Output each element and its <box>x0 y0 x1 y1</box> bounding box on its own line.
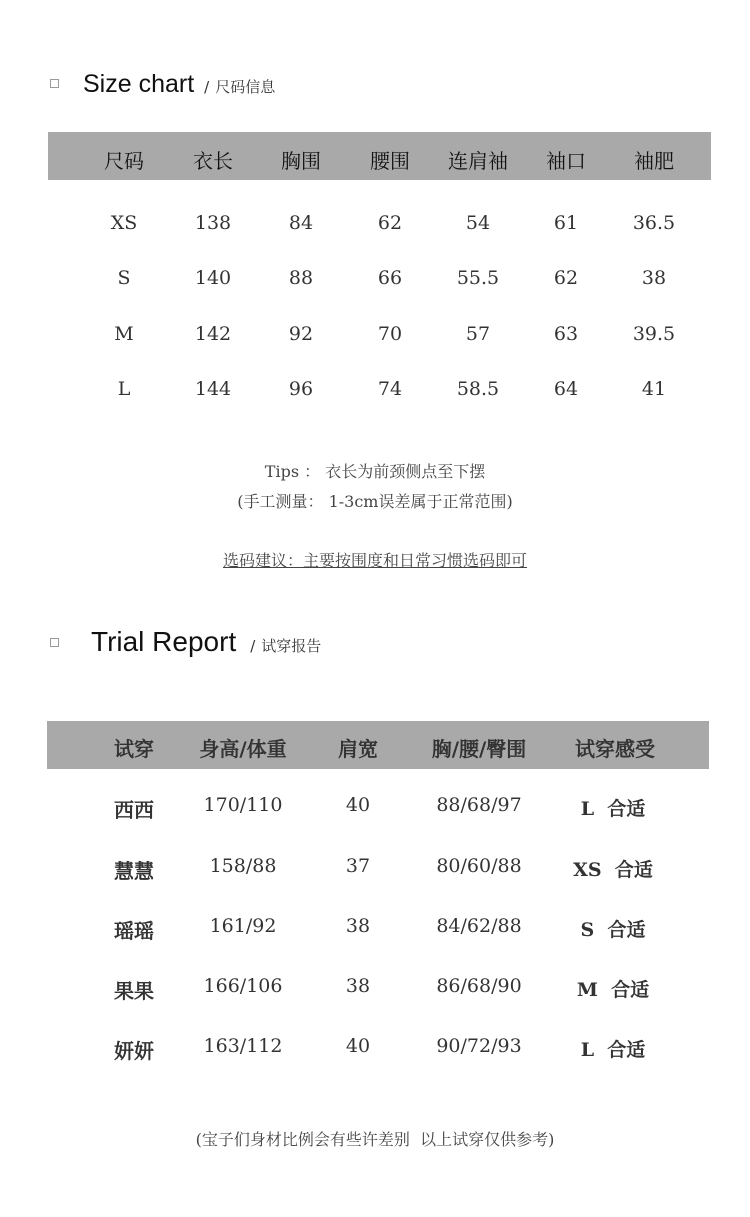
size-col-header: 袖口 <box>546 149 586 173</box>
size-chart-subtitle: 尺码信息 <box>215 78 276 96</box>
size-cell: 54 <box>465 212 491 234</box>
trial-cell: 161/92 <box>209 915 277 937</box>
trial-report-title: Trial Report <box>91 626 237 657</box>
square-bullet-icon <box>50 79 59 88</box>
size-cell: 140 <box>194 267 232 289</box>
size-table-row <box>0 378 750 408</box>
size-cell: 144 <box>194 378 232 400</box>
size-cell: 55.5 <box>456 267 500 289</box>
trial-cell: 40 <box>345 1035 371 1057</box>
trial-cell: 158/88 <box>209 855 277 877</box>
trial-cell: 166/106 <box>203 975 283 997</box>
trial-col-header: 身高/体重 <box>199 737 287 761</box>
size-cell: S <box>117 267 131 289</box>
trial-cell: 90/72/93 <box>436 1035 522 1057</box>
trial-col-header: 试穿 <box>114 737 154 761</box>
trial-cell: 88/68/97 <box>436 794 522 816</box>
size-col-header: 胸围 <box>281 149 321 173</box>
size-cell: 64 <box>553 378 579 400</box>
size-cell: 38 <box>641 267 667 289</box>
tips-line: Tips ： 衣长为前颈侧点至下摆 <box>264 462 486 481</box>
trial-cell: 38 <box>345 975 371 997</box>
size-cell: 92 <box>288 323 314 345</box>
size-cell: 62 <box>553 267 579 289</box>
size-cell: 36.5 <box>632 212 676 234</box>
trial-name-cell: 妍妍 <box>114 1039 154 1063</box>
trial-feel-cell: M 合适 <box>576 979 650 1001</box>
size-cell: 142 <box>194 323 232 345</box>
size-table-row <box>0 212 750 242</box>
size-cell: 138 <box>194 212 232 234</box>
size-cell: 70 <box>377 323 403 345</box>
trial-report-heading <box>50 626 321 658</box>
trial-name-cell: 瑶瑶 <box>114 919 154 943</box>
size-col-header: 衣长 <box>193 149 233 173</box>
square-bullet-icon <box>50 638 59 647</box>
size-chart-heading <box>50 70 275 99</box>
size-cell: 96 <box>288 378 314 400</box>
size-cell: 57 <box>465 323 491 345</box>
trial-cell: 84/62/88 <box>436 915 522 937</box>
trial-footnote: (宝子们身材比例会有些许差别 以上试穿仅供参考) <box>195 1130 555 1149</box>
trial-col-header: 胸/腰/臀围 <box>431 737 527 761</box>
trial-table-row <box>0 855 750 885</box>
size-col-header: 连肩袖 <box>448 149 508 173</box>
size-col-header: 袖肥 <box>634 149 674 173</box>
trial-cell: 38 <box>345 915 371 937</box>
size-col-header: 尺码 <box>104 149 144 173</box>
size-cell: 61 <box>553 212 579 234</box>
trial-cell: 40 <box>345 794 371 816</box>
title-separator: / <box>250 637 256 655</box>
trial-col-header: 试穿感受 <box>575 737 655 761</box>
size-table-row <box>0 323 750 353</box>
trial-name-cell: 慧慧 <box>114 859 154 883</box>
trial-cell: 80/60/88 <box>436 855 522 877</box>
size-chart-title: Size chart <box>83 70 195 98</box>
trial-feel-cell: S 合适 <box>580 919 646 941</box>
trial-table-row <box>0 794 750 824</box>
size-cell: 66 <box>377 267 403 289</box>
size-advice: 选码建议：主要按围度和日常习惯选码即可 <box>222 551 527 570</box>
trial-table-row <box>0 1035 750 1065</box>
size-col-header: 腰围 <box>370 149 410 173</box>
size-cell: 39.5 <box>632 323 676 345</box>
size-cell: 41 <box>641 378 667 400</box>
size-table-row <box>0 267 750 297</box>
size-cell: L <box>117 378 131 400</box>
trial-cell: 37 <box>345 855 371 877</box>
size-cell: 63 <box>553 323 579 345</box>
size-cell: M <box>114 323 134 345</box>
trial-name-cell: 果果 <box>114 979 154 1003</box>
size-cell: 62 <box>377 212 403 234</box>
trial-report-subtitle: 试穿报告 <box>261 637 322 655</box>
size-cell: 88 <box>288 267 314 289</box>
trial-feel-cell: XS 合适 <box>573 859 653 881</box>
size-cell: XS <box>110 212 138 234</box>
trial-cell: 163/112 <box>203 1035 283 1057</box>
size-cell: 84 <box>288 212 314 234</box>
trial-name-cell: 西西 <box>114 798 154 822</box>
trial-cell: 86/68/90 <box>436 975 522 997</box>
trial-table-row <box>0 975 750 1005</box>
trial-table-row <box>0 915 750 945</box>
tips-measure-note: (手工测量： 1-3cm误差属于正常范围) <box>237 492 513 511</box>
trial-feel-cell: L 合适 <box>580 798 646 820</box>
title-separator: / <box>204 78 210 96</box>
size-cell: 74 <box>377 378 403 400</box>
trial-col-header: 肩宽 <box>338 737 378 761</box>
size-cell: 58.5 <box>456 378 500 400</box>
trial-feel-cell: L 合适 <box>580 1039 646 1061</box>
trial-cell: 170/110 <box>203 794 283 816</box>
